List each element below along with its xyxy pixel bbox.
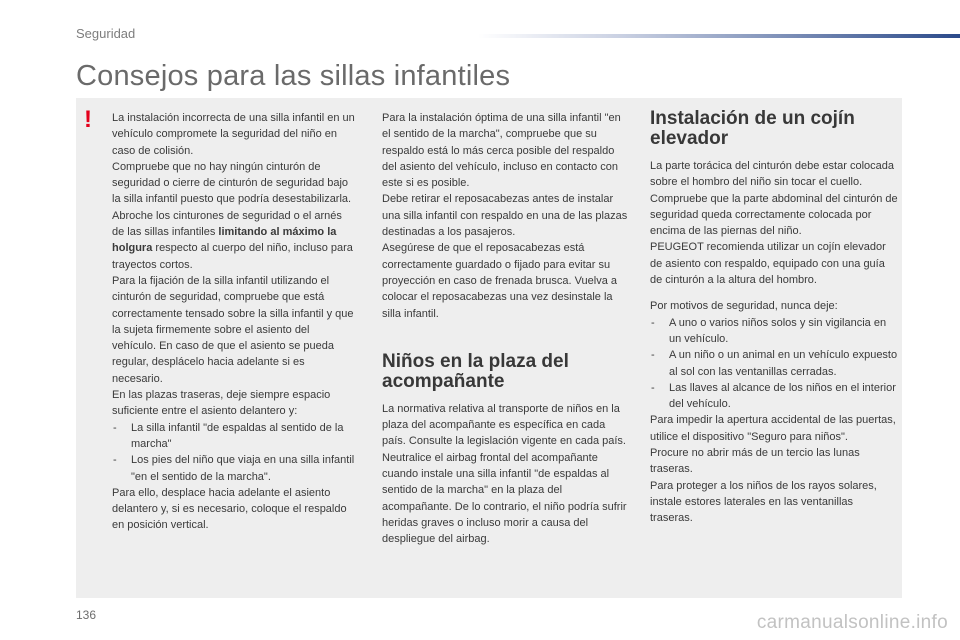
- paragraph: [112, 208, 356, 273]
- paragraph: Para impedir la apertura accidental de las puertas, utilice el dispositivo "Seguro para niños".: [650, 414, 896, 443]
- paragraph: La instalación incorrecta de una silla infantil en un vehículo compromete la seguridad del niño en caso de colisión.: [112, 112, 355, 157]
- page-number: 136: [76, 608, 97, 622]
- header-rule: [478, 34, 960, 38]
- exclamation-warning-icon: !: [84, 106, 92, 133]
- paragraph: Por motivos de seguridad, nunca deje:: [650, 300, 838, 313]
- section-label: Seguridad: [76, 26, 136, 41]
- paragraph: Para la instalación óptima de una silla infantil "en el sentido de la marcha", compruebe que su respaldo está lo más cerca posible del respaldo del asiento del vehículo, incluso en contacto con este si es posible.: [382, 112, 621, 190]
- list-item: - A uno o varios niños solos y sin vigilancia en un vehículo.: [650, 315, 898, 348]
- paragraph: La parte torácica del cinturón debe estar colocada sobre el hombro del niño sin tocar el cuello.: [650, 160, 894, 189]
- warning-column-1: [112, 110, 356, 534]
- paragraph: Debe retirar el reposacabezas antes de instalar una silla infantil con respaldo en una de las plazas destinadas a los pasajeros.: [382, 193, 628, 239]
- paragraph: Compruebe que la parte abdominal del cinturón de seguridad queda correctamente colocada por encima de las piernas del niño.: [650, 192, 898, 238]
- dash-list: [650, 315, 898, 413]
- list-item: - A un niño o un animal en un vehículo expuesto al sol con las ventanillas cerradas.: [650, 347, 898, 380]
- page-title: Consejos para las sillas infantiles: [76, 60, 511, 92]
- paragraph: Para proteger a los niños de los rayos solares, instale estores laterales en las ventanillas traseras.: [650, 479, 877, 525]
- dash-list: [112, 420, 356, 485]
- warning-column-2: [382, 110, 630, 548]
- paragraph: En las plazas traseras, deje siempre espacio suficiente entre el asiento delantero y:: [112, 389, 331, 418]
- paragraph: Asegúrese de que el reposacabezas está correctamente guardado o fijado para evitar su proyección en caso de frenada brusca. Vuelva a colocar el reposacabezas una vez desinstale la silla infantil.: [382, 242, 618, 320]
- emphasis-text: limitando al máximo la holgura: [112, 226, 337, 255]
- list-item: - La silla infantil "de espaldas al sentido de la marcha": [112, 420, 356, 453]
- booster-section-title: Instalación de un cojín elevador: [650, 108, 855, 149]
- paragraph: Para la fijación de la silla infantil utilizando el cinturón de seguridad, compruebe que está correctamente tensado sobre la silla infantil y que la sujeta firmemente sobre el asiento del vehículo. En caso de que el asiento se pueda regular, desplácelo hacia adelante si es necesario.: [112, 274, 354, 385]
- paragraph: Compruebe que no hay ningún cinturón de seguridad o cierre de cinturón de seguridad bajo la silla infantil puesto que podría desestabilizarla.: [112, 160, 352, 206]
- paragraph: Para ello, desplace hacia adelante el asiento delantero y, si es necesario, coloque el respaldo en posición vertical.: [112, 486, 347, 532]
- booster-column: [650, 110, 898, 527]
- list-item: - Los pies del niño que viaja en una silla infantil "en el sentido de la marcha".: [112, 452, 356, 485]
- paragraph: PEUGEOT recomienda utilizar un cojín elevador de asiento con respaldo, equipado con una guía de cinturón a la altura del hombro.: [650, 241, 886, 287]
- watermark: carmanualsonline.info: [756, 612, 948, 633]
- text-run: Abroche los cinturones de seguridad o el arnés de las sillas infantiles: [112, 209, 342, 239]
- paragraph: Procure no abrir más de un tercio las lunas traseras.: [650, 447, 860, 476]
- paragraph: Neutralice el airbag frontal del acompañante cuando instale una silla infantil "de espaldas al sentido de la marcha" en la plaza del acompañante. De lo contrario, el niño podría sufrir heridas graves o incluso morir a causa del despliegue del airbag.: [382, 451, 627, 546]
- paragraph: La normativa relativa al transporte de niños en la plaza del acompañante es específica en cada país. Consulte la legislación vigente en cada país.: [382, 402, 626, 448]
- passenger-section-title: Niños en la plaza del acompañante: [382, 350, 569, 392]
- list-item: - Las llaves al alcance de los niños en el interior del vehículo.: [650, 380, 898, 413]
- text-run: respecto al cuerpo del niño, incluso para trayectos cortos.: [112, 242, 353, 271]
